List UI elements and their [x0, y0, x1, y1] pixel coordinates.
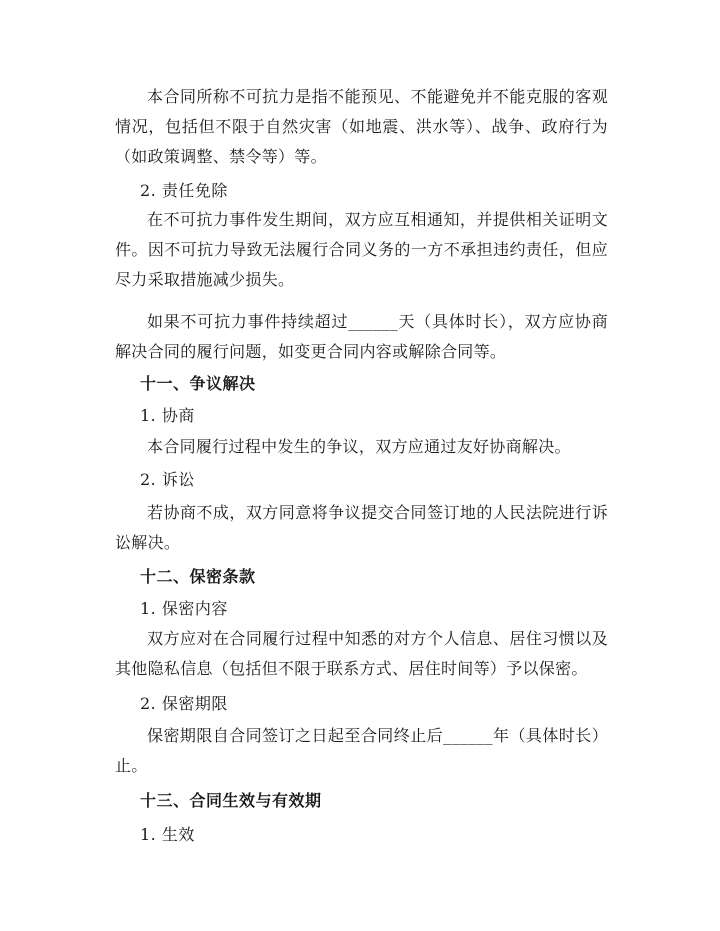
exemption-text: 在不可抗力事件发生期间，双方应互相通知，并提供相关证明文件。因不可抗力导致无法履行合同义务的一方不承担违约责任，但应尽力采取措施减少损失。	[115, 210, 608, 289]
section-11-item-2-paragraph	[115, 498, 608, 558]
force-majeure-definition-text: 本合同所称不可抗力是指不能预见、不能避免并不能克服的客观情况，包括但不限于自然灾害（如地震、洪水等）、战争、政府行为（如政策调整、禁令等）等。	[115, 87, 608, 166]
exemption-paragraph	[115, 205, 608, 295]
section-11-item-1-text: 本合同履行过程中发生的争议，双方应通过友好协商解决。	[147, 437, 571, 456]
section-12-item-2-text: 保密期限自合同签订之日起至合同终止后______年（具体时长）止。	[115, 726, 608, 775]
section-11-item-1-paragraph	[115, 432, 608, 462]
section-12-item-2-paragraph	[115, 721, 608, 781]
section-12-item-1: 1. 保密内容	[140, 599, 228, 618]
duration-paragraph	[115, 307, 608, 367]
force-majeure-definition-paragraph	[115, 82, 608, 172]
section-11-heading: 十一、争议解决	[140, 374, 256, 393]
duration-text: 如果不可抗力事件持续超过______天（具体时长），双方应协商解决合同的履行问题，如变更合同内容或解除合同等。	[115, 312, 608, 361]
section-12-item-2: 2. 保密期限	[140, 694, 228, 713]
section-13-heading: 十三、合同生效与有效期	[140, 791, 322, 810]
section-12-item-1-paragraph	[115, 624, 608, 684]
section-11-item-2-text: 若协商不成，双方同意将争议提交合同签订地的人民法院进行诉讼解决。	[115, 503, 608, 552]
section-12-item-1-text: 双方应对在合同履行过程中知悉的对方个人信息、居住习惯以及其他隐私信息（包括但不限于联系方式、居住时间等）予以保密。	[115, 629, 608, 678]
exemption-item: 2. 责任免除	[140, 181, 228, 200]
section-11-item-1: 1. 协商	[140, 406, 195, 425]
section-13-item-1: 1. 生效	[140, 825, 195, 844]
section-12-heading: 十二、保密条款	[140, 567, 256, 586]
section-11-item-2: 2. 诉讼	[140, 470, 195, 489]
